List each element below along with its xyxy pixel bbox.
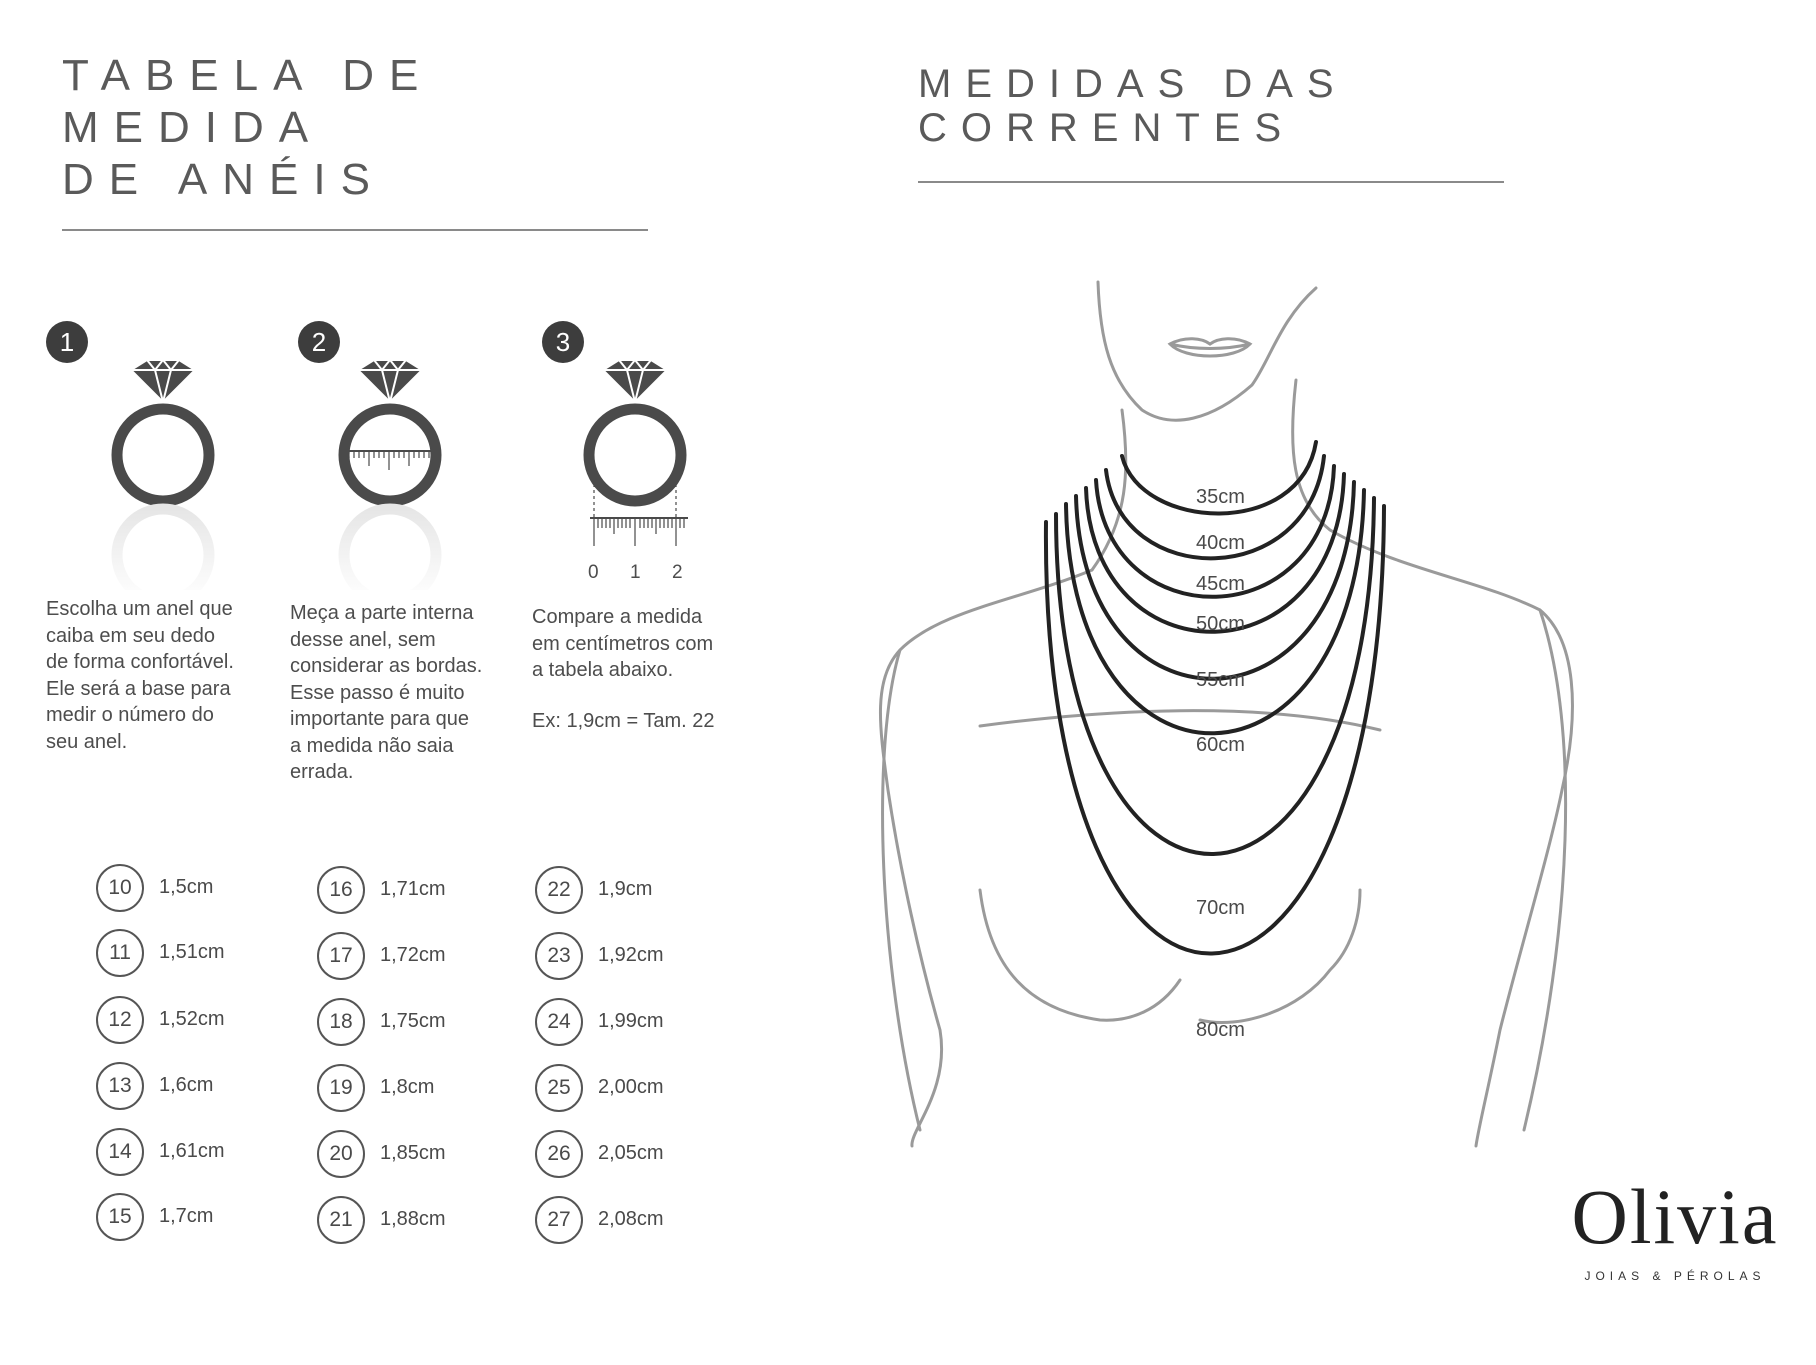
- size-number: 11: [96, 929, 144, 977]
- chain-label-60cm: 60cm: [1196, 734, 1245, 756]
- ruler-label: 0: [588, 562, 599, 583]
- step-text-line: Meça a parte interna: [290, 602, 474, 624]
- step-text-line: caiba em seu dedo: [46, 624, 216, 647]
- size-measure: 1,7cm: [159, 1205, 214, 1227]
- size-number: 12: [96, 996, 144, 1044]
- size-number: 22: [535, 866, 583, 914]
- shoulder-left: [880, 570, 1092, 1146]
- size-measure: 1,88cm: [380, 1208, 446, 1230]
- step-text-line: desse anel, sem: [290, 628, 436, 651]
- face-outline: [1098, 282, 1316, 420]
- step-text-line: em centímetros com: [532, 632, 714, 655]
- chain-title-line: MEDIDAS DAS: [918, 62, 1348, 106]
- step-description: [290, 600, 530, 786]
- step-number-badge: 3: [542, 321, 584, 363]
- chain-label-50cm: 50cm: [1196, 613, 1245, 635]
- brand-tagline: JOIAS & PÉROLAS: [1584, 1269, 1766, 1283]
- ring-title-divider: [62, 229, 648, 231]
- size-number: 19: [317, 1064, 365, 1112]
- size-number: 26: [535, 1130, 583, 1178]
- ruler-label: 1: [630, 562, 641, 583]
- chain-label-35cm: 35cm: [1196, 486, 1245, 508]
- size-measure: 1,6cm: [159, 1074, 214, 1096]
- size-number: 17: [317, 932, 365, 980]
- size-measure: 1,52cm: [159, 1008, 225, 1030]
- step-text-line: Esse passo é muito: [290, 681, 465, 704]
- ring-title-line: MEDIDA: [62, 103, 324, 152]
- ring-icon: [98, 350, 228, 590]
- size-measure: 1,99cm: [598, 1010, 664, 1032]
- size-number: 25: [535, 1064, 583, 1112]
- step-number-badge: 1: [46, 321, 88, 363]
- step-text-line: seu anel.: [46, 730, 128, 753]
- chain-label-40cm: 40cm: [1196, 532, 1245, 554]
- ruler-label: 2: [672, 562, 683, 583]
- size-number: 10: [96, 864, 144, 912]
- size-number: 18: [317, 998, 365, 1046]
- chain-label-80cm: 80cm: [1196, 1019, 1245, 1041]
- size-number: 21: [317, 1196, 365, 1244]
- size-number: 14: [96, 1128, 144, 1176]
- size-measure: 1,8cm: [380, 1076, 435, 1098]
- size-number: 13: [96, 1062, 144, 1110]
- ring-table-title: [62, 50, 433, 206]
- step-text-line: Compare a medida: [532, 606, 703, 628]
- chain-title-line: CORRENTES: [918, 106, 1296, 150]
- size-number: 23: [535, 932, 583, 980]
- step-text-line: medir o número do: [46, 704, 214, 726]
- chain-title-divider: [918, 181, 1504, 183]
- size-measure: 1,71cm: [380, 878, 446, 900]
- necklace-diagram: [860, 270, 1580, 1170]
- step-description: [46, 596, 276, 755]
- size-measure: 1,5cm: [159, 876, 214, 898]
- size-number: 27: [535, 1196, 583, 1244]
- step-text-line: Escolha um anel que: [46, 598, 233, 620]
- chain-measures-title: [918, 62, 1348, 150]
- chain-label-45cm: 45cm: [1196, 573, 1245, 595]
- brand-logo: [1560, 1175, 1790, 1283]
- step-example: Ex: 1,9cm = Tam. 22: [532, 710, 715, 732]
- step-number-badge: 2: [298, 321, 340, 363]
- size-measure: 1,75cm: [380, 1010, 446, 1032]
- step-text-line: a medida não saia: [290, 734, 454, 757]
- size-measure: 1,61cm: [159, 1140, 225, 1162]
- arm-left: [883, 650, 920, 1130]
- brand-name: Olivia: [1571, 1173, 1779, 1260]
- size-number: 16: [317, 866, 365, 914]
- ring-title-line: TABELA DE: [62, 51, 434, 100]
- step-text-line: a tabela abaixo.: [532, 659, 674, 681]
- ring-measuring-icon: [325, 350, 455, 590]
- chain-label-70cm: 70cm: [1196, 897, 1245, 919]
- arm-right: [1524, 610, 1566, 1130]
- size-measure: 2,08cm: [598, 1208, 664, 1230]
- step-text-line: errada.: [290, 761, 354, 783]
- ring-ruler-icon: [570, 350, 700, 560]
- size-number: 20: [317, 1130, 365, 1178]
- step-text-line: Ele será a base para: [46, 677, 231, 700]
- size-measure: 1,85cm: [380, 1142, 446, 1164]
- step-description: [532, 604, 762, 684]
- chest-left: [980, 890, 1180, 1020]
- size-measure: 1,72cm: [380, 944, 446, 966]
- step-text-line: considerar as bordas.: [290, 655, 483, 677]
- lips-icon: [1170, 339, 1250, 356]
- size-number: 15: [96, 1193, 144, 1241]
- size-measure: 1,51cm: [159, 941, 225, 963]
- size-measure: 2,00cm: [598, 1076, 664, 1098]
- step-text-line: de forma confortável.: [46, 651, 234, 673]
- step-text-line: importante para que: [290, 708, 470, 730]
- ring-title-line: DE ANÉIS: [62, 155, 385, 204]
- size-measure: 1,92cm: [598, 944, 664, 966]
- size-number: 24: [535, 998, 583, 1046]
- size-measure: 1,9cm: [598, 878, 653, 900]
- chain-label-55cm: 55cm: [1196, 669, 1245, 691]
- size-measure: 2,05cm: [598, 1142, 664, 1164]
